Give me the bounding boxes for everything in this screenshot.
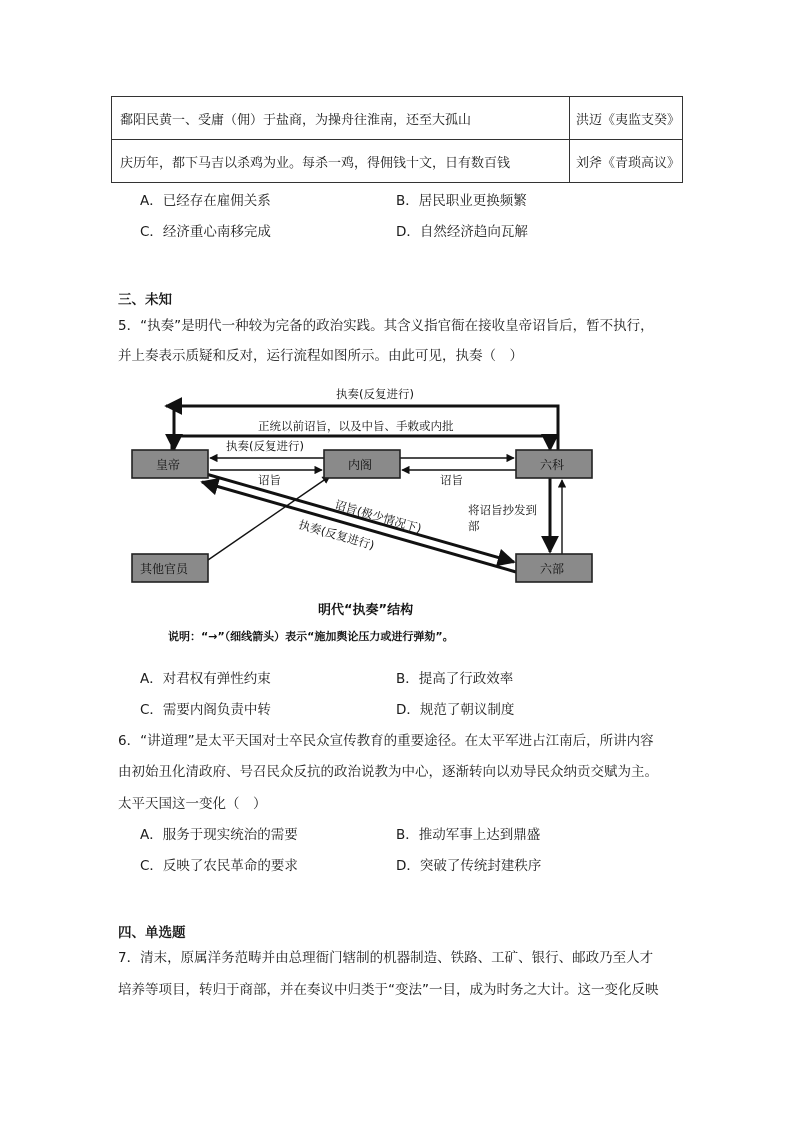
label-emp-cab-down: 诏旨 <box>258 473 281 487</box>
svg-text:六科: 六科 <box>540 458 565 472</box>
label-cab-six-down: 诏旨 <box>440 473 463 487</box>
q5-option-c[interactable]: C．需要内阁负责中转 <box>140 702 271 718</box>
q6-option-c[interactable]: C．反映了农民革命的要求 <box>140 858 298 874</box>
label-rare-edict: 诏旨(极少情况下) <box>333 497 424 536</box>
q7-stem-line: 培养等项目，转归于商部，并在奏议中归类于“变法”一目，成为时务之大计。这一变化反映 <box>118 982 659 998</box>
q4-option-b[interactable]: B．居民职业更换频繁 <box>396 193 527 209</box>
q7-stem-line: 7．清末，原属洋务范畴并由总理衙门辖制的机器制造、铁路、工矿、银行、邮政乃至人才 <box>118 950 654 966</box>
svg-text:六部: 六部 <box>540 562 565 576</box>
section-title: 三、未知 <box>118 292 172 308</box>
node-cabinet <box>324 450 400 478</box>
q5-option-b[interactable]: B．提高了行政效率 <box>396 671 514 687</box>
q4-option-d[interactable]: D．自然经济趋向瓦解 <box>396 224 528 240</box>
svg-text:内阁: 内阁 <box>348 458 373 472</box>
q6-stem-line: 太平天国这一变化（ ） <box>118 796 267 812</box>
node-six-ministries <box>516 554 592 582</box>
q5-option-a[interactable]: A．对君权有弹性约束 <box>140 671 271 687</box>
label-copy-line2: 部 <box>468 519 480 533</box>
q6-option-d[interactable]: D．突破了传统封建秩序 <box>396 858 542 874</box>
node-six-offices <box>516 450 592 478</box>
diagram-caption: 明代“执奏”结构 <box>318 603 414 618</box>
q6-option-a[interactable]: A．服务于现实统治的需要 <box>140 827 298 843</box>
table-cell-cite: 刘斧《青琐高议》 <box>570 140 683 183</box>
q5-stem-line: 5．“执奏”是明代一种较为完备的政治实践。其含义指官衙在接收皇帝诏旨后，暂不执行， <box>118 318 654 334</box>
q4-option-c[interactable]: C．经济重心南移完成 <box>140 224 271 240</box>
node-emperor <box>132 450 208 478</box>
q5-option-d[interactable]: D．规范了朝议制度 <box>396 702 515 718</box>
diagram-note: 说明：“→”（细线箭头）表示“施加舆论压力或进行弹劾”。 <box>168 630 454 643</box>
q4-option-a[interactable]: A．已经存在雇佣关系 <box>140 193 271 209</box>
q6-stem-line: 由初始丑化清政府、号召民众反抗的政治说教为中心，逐渐转向以劝导民众纳贡交赋为主。 <box>118 764 658 780</box>
label-copy-line1: 将诏旨抄发到 <box>468 503 537 517</box>
q6-stem-line: 6．“讲道理”是太平天国对士卒民众宣传教育的重要途径。在太平军进占江南后，所讲内容 <box>118 733 654 749</box>
section-title: 四、单选题 <box>118 925 186 941</box>
q6-option-b[interactable]: B．推动军事上达到鼎盛 <box>396 827 541 843</box>
node-other-officials <box>132 554 208 582</box>
svg-text:皇帝: 皇帝 <box>156 458 181 472</box>
label-top-edict: 正统以前诏旨，以及中旨、手敕或内批 <box>258 419 454 433</box>
table-cell-text: 鄱阳民黄一、受庸（佣）于盐商，为操舟往淮南，还至大孤山 <box>112 97 570 140</box>
zhizou-diagram <box>118 378 678 650</box>
table-cell-text: 庆历年，都下马吉以杀鸡为业。每杀一鸡，得佣钱十文，日有数百钱 <box>112 140 570 183</box>
label-top-loop: 执奏(反复进行) <box>336 387 414 401</box>
label-ministry-up: 执奏(反复进行) <box>297 517 376 553</box>
source-table <box>111 96 683 183</box>
label-emp-cab-up: 执奏(反复进行) <box>226 439 304 453</box>
table-cell-cite: 洪迈《夷监支癸》 <box>570 97 683 140</box>
table-row <box>112 140 683 183</box>
q5-stem-line: 并上奏表示质疑和反对，运行流程如图所示。由此可见，执奏（ ） <box>118 348 523 364</box>
svg-text:其他官员: 其他官员 <box>140 562 189 576</box>
table-row <box>112 97 683 140</box>
